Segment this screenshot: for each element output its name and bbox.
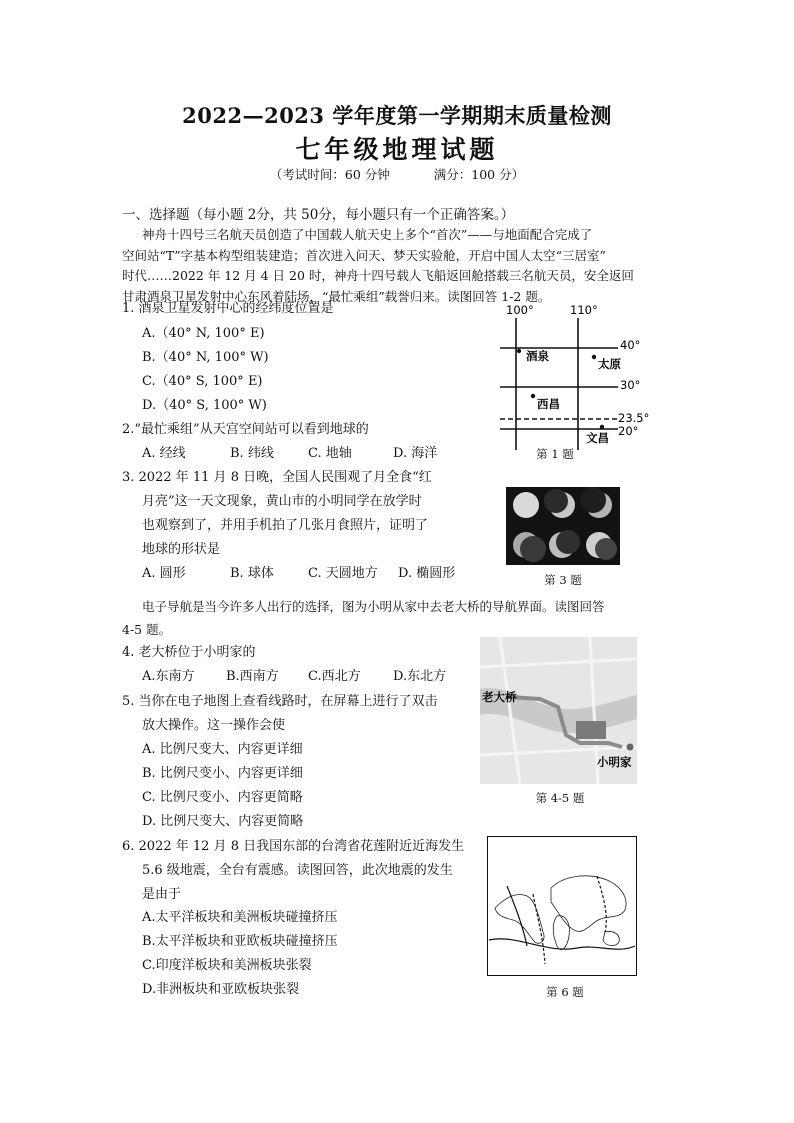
label-bridge: 老大桥 [482, 690, 517, 704]
question-1-option-a[interactable]: A.（40° N, 100° E) [142, 326, 265, 341]
question-3-line: 3. 2022 年 11 月 8 日晚，全国人民围观了月全食“红 [122, 470, 432, 485]
intro2-line: 电子导航是当今许多人出行的选择，图为小明从家中去老大桥的导航界面。读图回答 [142, 599, 605, 614]
figure-6-caption: 第 6 题 [546, 985, 584, 999]
question-3-line: 地球的形状是 [142, 542, 221, 557]
exam-time: （考试时间：60 分钟 [269, 167, 390, 182]
intro-line: 空间站“T”字基本构型组装建造；首次进入问天、梦天实验舱，开启中国人太空“三居室” [122, 247, 606, 263]
city-wenchang: 文昌 [586, 431, 609, 445]
moon-phase-1 [513, 492, 539, 518]
question-4-option-a[interactable]: A.东南方 [142, 669, 195, 684]
city-jiuquan: 酒泉 [526, 349, 549, 363]
label-lat-20: 20° [618, 424, 639, 438]
question-4-option-d[interactable]: D.东北方 [393, 669, 447, 684]
intro-line: 神舟十四号三名航天员创造了中国载人航天史上多个“首次”——与地面配合完成了 [142, 227, 593, 242]
label-lon-100: 100° [506, 303, 534, 317]
question-6-option-a[interactable]: A.太平洋板块和美洲板块碰撞挤压 [142, 910, 338, 925]
question-5-stem [122, 690, 438, 738]
exam-subtitle: 七年级地理试题 [295, 135, 499, 164]
exam-info [0, 165, 794, 183]
question-6-option-d[interactable]: D.非洲板块和亚欧板块张裂 [142, 982, 300, 997]
figure-45-caption: 第 4-5 题 [535, 791, 585, 805]
label-lat-30: 30° [620, 378, 641, 392]
label-lat-40: 40° [620, 338, 641, 352]
figure-1-caption: 第 1 题 [536, 447, 574, 461]
question-5-option-c[interactable]: C. 比例尺变小、内容更简略 [142, 790, 303, 805]
figure-1-latlon-grid [490, 300, 660, 460]
question-3-line: 也观察到了，并用手机拍了几张月食照片，证明了 [142, 518, 429, 533]
intro-line: 甘肃酒泉卫星发射中心东风着陆场，“最忙乘组”载誉归来。读图回答 1-2 题。 [122, 288, 551, 304]
moon-shadow-4 [520, 536, 546, 562]
question-1-option-c[interactable]: C.（40° S, 100° E) [142, 374, 263, 389]
city-dot-taiyuan [592, 355, 596, 359]
label-lat-235: 23.5° [618, 411, 650, 425]
question-1-stem: 1. 酒泉卫星发射中心的经纬度位置是 [122, 301, 334, 316]
question-2-option-a[interactable]: A. 经线 [142, 446, 186, 461]
question-5-line: 5. 当你在电子地图上查看线路时，在屏幕上进行了双击 [122, 694, 438, 709]
exam-score: 满分：100 分） [433, 167, 525, 182]
question-6-stem [122, 835, 464, 907]
question-6-line: 5.6 级地震，全台有震感。读图回答，此次地震的发生 [142, 863, 453, 878]
question-3-option-c[interactable]: C. 天圆地方 [308, 566, 378, 581]
question-5-option-d[interactable]: D. 比例尺变大、内容更简略 [142, 814, 304, 829]
question-3-stem [122, 466, 432, 562]
moon-shadow-3 [580, 487, 606, 513]
question-6-line: 是由于 [142, 887, 182, 902]
figure-3-eclipse-photo [506, 487, 620, 565]
city-dot-wenchang [600, 425, 604, 429]
figure-45-nav-map [480, 637, 637, 784]
question-3-line: 月亮”这一天文现象，黄山市的小明同学在放学时 [142, 494, 422, 509]
question-4-option-b[interactable]: B.西南方 [226, 669, 279, 684]
label-lon-110: 110° [570, 303, 598, 317]
question-5-option-a[interactable]: A. 比例尺变大、内容更详细 [142, 742, 303, 757]
question-6-option-c[interactable]: C.印度洋板块和美洲板块张裂 [142, 958, 312, 973]
question-4-option-c[interactable]: C.西北方 [308, 669, 361, 684]
map-frame [488, 837, 637, 976]
question-2-option-b[interactable]: B. 纬线 [230, 446, 274, 461]
moon-shadow-6 [595, 538, 617, 560]
question-6-option-b[interactable]: B.太平洋板块和亚欧板块碰撞挤压 [142, 934, 338, 949]
question-3-option-d[interactable]: D. 椭圆形 [398, 566, 456, 581]
question-2-stem: 2.“最忙乘组”从天宫空间站可以看到地球的 [122, 422, 369, 437]
moon-shadow-2 [544, 489, 568, 513]
city-xichang: 西昌 [537, 397, 560, 411]
question-3-option-b[interactable]: B. 球体 [230, 566, 274, 581]
question-1-option-d[interactable]: D.（40° S, 100° W) [142, 398, 267, 413]
city-dot-jiuquan [517, 349, 521, 353]
section-heading: 一、选择题（每小题 2分，共 50分，每小题只有一个正确答案。） [122, 207, 515, 223]
question-2-option-d[interactable]: D. 海洋 [393, 446, 438, 461]
figure-6-plates-map [487, 836, 637, 976]
exam-title: 2022—2023 学年度第一学期期末质量检测 [182, 103, 612, 128]
question-5-option-b[interactable]: B. 比例尺变小、内容更详细 [142, 766, 303, 781]
home-marker-icon [627, 744, 634, 751]
intro-paragraph-2 [122, 597, 654, 640]
city-taiyuan: 太原 [598, 357, 621, 371]
city-dot-xichang [531, 394, 535, 398]
question-4-stem: 4. 老大桥位于小明家的 [122, 645, 256, 660]
route-info-box [576, 721, 606, 739]
intro-line: 时代……2022 年 12 月 4 日 20 时，神舟十四号载人飞船返回舱搭载三名航天员，安全返回 [122, 268, 634, 283]
question-2-option-c[interactable]: C. 地轴 [308, 446, 352, 461]
question-5-line: 放大操作。这一操作会使 [142, 718, 286, 733]
moon-shadow-5 [556, 530, 580, 554]
figure-3-caption: 第 3 题 [544, 573, 582, 587]
question-6-line: 6. 2022 年 12 月 8 日我国东部的台湾省花莲附近近海发生 [122, 839, 465, 854]
intro-paragraph [122, 225, 654, 307]
question-3-option-a[interactable]: A. 圆形 [142, 566, 186, 581]
question-1-option-b[interactable]: B.（40° N, 100° W) [142, 350, 269, 365]
label-home: 小明家 [597, 755, 632, 769]
intro2-line: 4-5 题。 [122, 621, 172, 637]
